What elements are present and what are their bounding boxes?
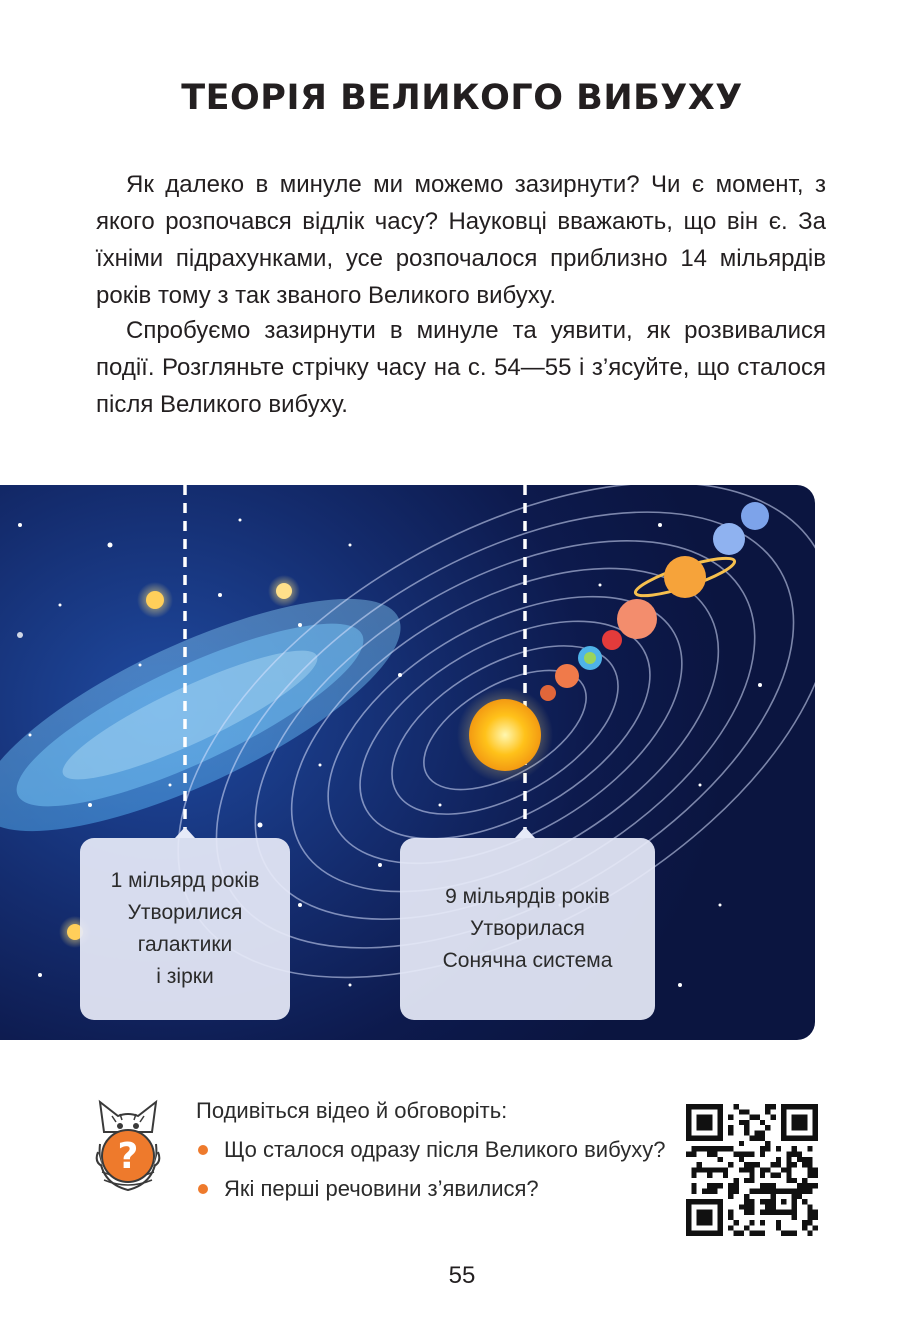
mars-icon bbox=[602, 630, 622, 650]
card-line: Утворилися bbox=[127, 901, 243, 924]
sun-icon bbox=[469, 699, 541, 771]
paragraph-intro: Як далеко в минуле ми можемо зазирнути? Чи є момент, з якого розпочався відлік часу? Науковці вважають, що він є. За їхніми підрахунками, усе розпочалося приблизно 14 мільярдів років тому з так званого Великого вибуху. bbox=[96, 171, 826, 309]
list-item bbox=[196, 1173, 668, 1204]
bullet-icon bbox=[198, 1145, 208, 1155]
question-text: Що сталося одразу після Великого вибуху? bbox=[224, 1137, 666, 1162]
qr-code-icon[interactable] bbox=[686, 1104, 818, 1236]
task-heading: Подивіться відео й обговоріть: bbox=[196, 1098, 508, 1123]
card-line: 1 мільярд років bbox=[110, 869, 260, 892]
question-text: Які перші речовини з’явилися? bbox=[224, 1176, 539, 1201]
card-line: і зірки bbox=[156, 965, 214, 988]
mercury-icon bbox=[540, 685, 556, 701]
neptune-icon bbox=[741, 502, 769, 530]
svg-text:?: ? bbox=[117, 1136, 139, 1177]
question-list bbox=[196, 1134, 668, 1212]
galaxy-band bbox=[0, 554, 428, 875]
list-item bbox=[196, 1134, 668, 1165]
timeline-card-galaxies bbox=[80, 838, 290, 1020]
paragraph-task: Спробуємо зазирнути в минуле та уявити, як розвивалися події. Розгляньте стрічку часу на с. 54—55 і з’ясуйте, що сталося після Великого вибуху. bbox=[96, 317, 826, 418]
page-number: 55 bbox=[448, 1262, 476, 1289]
timeline-card-solar-system bbox=[400, 838, 655, 1020]
jupiter-icon bbox=[617, 599, 657, 639]
page-title: ТЕОРІЯ ВЕЛИКОГО ВИБУХУ bbox=[181, 78, 743, 118]
question-cat-icon bbox=[92, 1092, 164, 1196]
uranus-icon bbox=[713, 523, 745, 555]
planets bbox=[540, 502, 769, 701]
bullet-icon bbox=[198, 1184, 208, 1194]
saturn-icon bbox=[664, 556, 706, 598]
card-line: Сонячна система bbox=[442, 949, 613, 972]
card-line: галактики bbox=[137, 933, 233, 956]
card-line: 9 мільярдів років bbox=[445, 885, 610, 908]
marker-pointers bbox=[175, 827, 535, 838]
venus-icon bbox=[555, 664, 579, 688]
card-line: Утворилася bbox=[470, 917, 585, 940]
